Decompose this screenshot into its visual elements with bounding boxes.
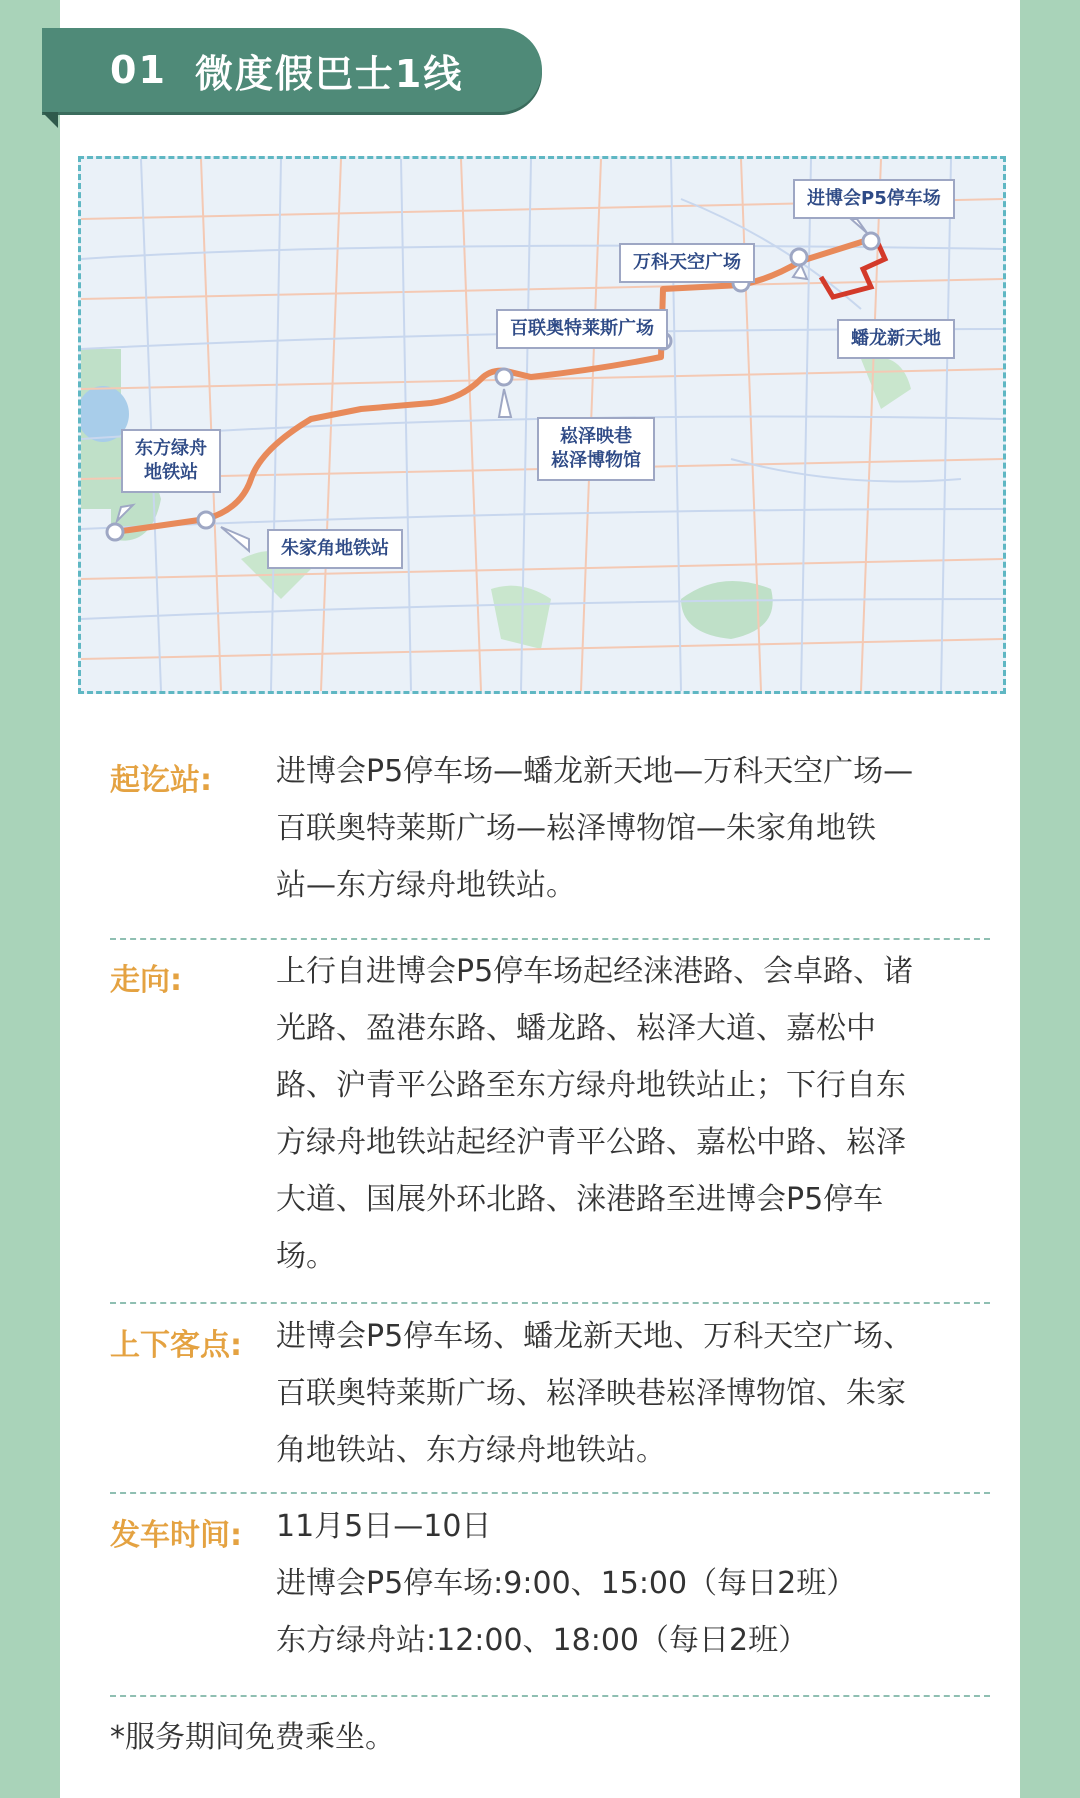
stops-value: [276, 1308, 1000, 1479]
stations-value: [276, 743, 1000, 914]
direction-row: [110, 955, 990, 1275]
label-songze: [537, 417, 655, 481]
free-ride-note: *服务期间免费乘坐。: [110, 1720, 395, 1755]
label-songze-line1: 崧泽映巷: [560, 426, 632, 447]
stop-dongfang: [107, 524, 123, 540]
text-line: 东方绿舟站:12:00、18:00（每日2班）: [276, 1623, 809, 1658]
divider: [110, 1302, 990, 1304]
stops-key: 上下客点:: [110, 1328, 242, 1363]
text-line: 场。: [276, 1239, 336, 1274]
schedule-key: 发车时间:: [110, 1518, 242, 1553]
schedule-row: [110, 1510, 990, 1680]
stop-songze: [496, 369, 512, 385]
text-line: 11月5日—10日: [276, 1509, 492, 1544]
stop-zhujiajiao: [198, 512, 214, 528]
route-map: [78, 156, 1006, 694]
text-line: 百联奥特莱斯广场—崧泽博物馆—朱家角地铁: [276, 811, 876, 846]
label-dongfang: [121, 429, 221, 493]
divider: [110, 1492, 990, 1494]
pointer: [221, 527, 249, 551]
pointer: [851, 219, 867, 233]
direction-key: 走向:: [110, 963, 182, 998]
section-number: 01: [110, 48, 167, 92]
green-area: [861, 357, 911, 409]
text-line: 站—东方绿舟地铁站。: [276, 868, 576, 903]
section-title: 微度假巴士1线: [194, 51, 464, 96]
stops-row: [110, 1320, 990, 1490]
schedule-value: [276, 1498, 1000, 1669]
text-line: 角地铁站、东方绿舟地铁站。: [276, 1433, 666, 1468]
direction-value: [276, 943, 1000, 1285]
label-jinbo: 进博会P5停车场: [793, 179, 955, 219]
text-line: 进博会P5停车场:9:00、15:00（每日2班）: [276, 1566, 857, 1601]
text-line: 大道、国展外环北路、涞港路至进博会P5停车: [276, 1182, 884, 1217]
stop-panlong: [791, 249, 807, 265]
label-dongfang-line2: 地铁站: [144, 462, 198, 483]
label-panlong: 蟠龙新天地: [837, 319, 955, 359]
title-tab-fold: [42, 112, 58, 128]
section-title-tab: [42, 28, 542, 112]
text-line: 百联奥特莱斯广场、崧泽映巷崧泽博物馆、朱家: [276, 1376, 906, 1411]
text-line: 路、沪青平公路至东方绿舟地铁站止；下行自东: [276, 1068, 906, 1103]
stations-key: 起讫站:: [110, 763, 212, 798]
text-line: 进博会P5停车场、蟠龙新天地、万科天空广场、: [276, 1319, 914, 1354]
text-line: 方绿舟地铁站起经沪青平公路、嘉松中路、崧泽: [276, 1125, 906, 1160]
divider: [110, 938, 990, 940]
label-songze-line2: 崧泽博物馆: [551, 450, 641, 471]
label-wanke: 万科天空广场: [619, 243, 755, 283]
divider: [110, 1695, 990, 1697]
label-dongfang-line1: 东方绿舟: [135, 438, 207, 459]
text-line: 上行自进博会P5停车场起经涞港路、会卓路、诸: [276, 954, 914, 989]
stations-row: [110, 755, 990, 935]
label-zhujiajiao: 朱家角地铁站: [267, 529, 403, 569]
text-line: 进博会P5停车场—蟠龙新天地—万科天空广场—: [276, 754, 914, 789]
label-bailian: 百联奥特莱斯广场: [496, 309, 668, 349]
text-line: 光路、盈港东路、蟠龙路、崧泽大道、嘉松中: [276, 1011, 876, 1046]
pointer: [499, 389, 511, 417]
stop-jinbo: [863, 233, 879, 249]
